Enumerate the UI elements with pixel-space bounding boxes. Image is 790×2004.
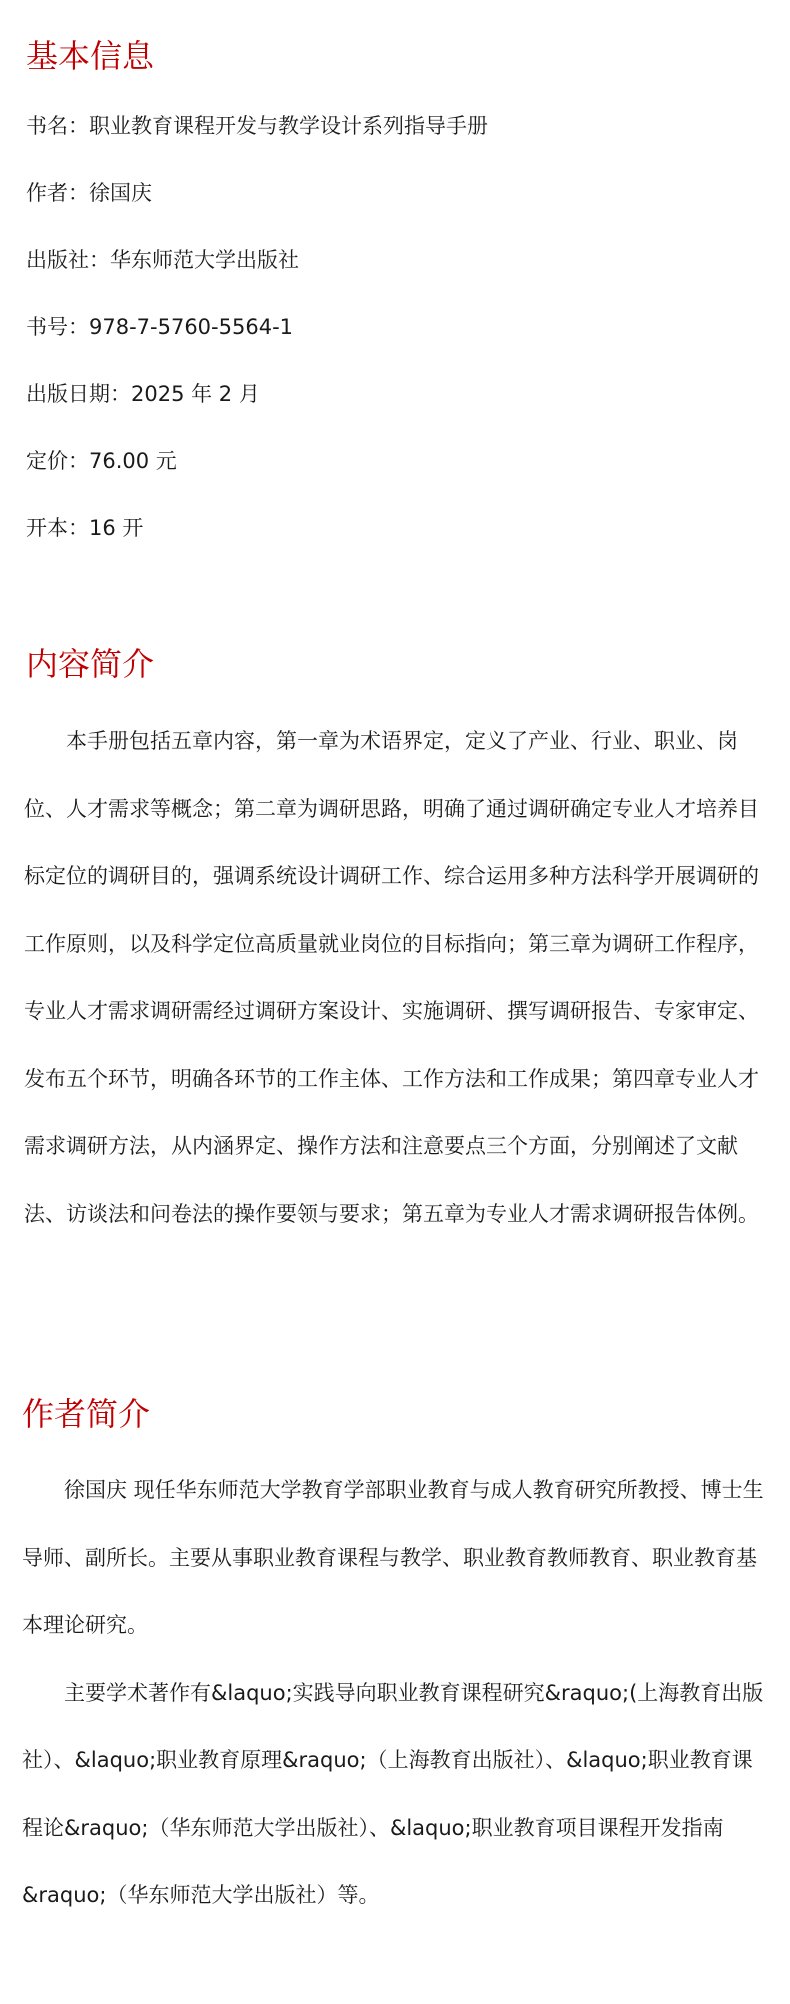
info-author: 作者：徐国庆 — [26, 181, 152, 205]
author-intro-paragraph-1: 徐国庆 现任华东师范大学教育学部职业教育与成人教育研究所教授、博士生导师、副所长。主要从事职业教育课程与教学、职业教育教师教育、职业教育基本理论研究。 — [22, 1478, 764, 1637]
content-summary-paragraph: 本手册包括五章内容，第一章为术语界定，定义了产业、行业、职业、岗位、人才需求等概念；第二章为调研思路，明确了通过调研确定专业人才培养目标定位的调研目的，强调系统设计调研工作、综合运用多种方法科学开展调研的工作原则，以及科学定位高质量就业岗位的目标指向；第三章为调研工作程序，专业人才需求调研需经过调研方案设计、实施调研、撰写调研报告、专家审定、发布五个环节，明确各环节的工作主体、工作方法和工作成果；第四章专业人才需求调研方法，从内涵界定、操作方法和注意要点三个方面，分别阐述了文献法、访谈法和问卷法的操作要领与要求；第五章为专业人才需求调研报告体例。 — [24, 729, 759, 1226]
basic-info-heading: 基本信息 — [26, 37, 155, 75]
info-title: 书名：职业教育课程开发与教学设计系列指导手册 — [26, 114, 488, 138]
author-intro-body — [22, 1457, 764, 1930]
content-summary-body — [24, 708, 766, 1248]
author-intro-paragraph-2: 主要学术著作有&laquo;实践导向职业教育课程研究&raquo;(上海教育出版社）、&laquo;职业教育原理&raquo;（上海教育出版社）、&laquo;职业教育课程论&raquo;（华东师范大学出版社）、&laquo;职业教育项目课程开发指南&raquo;（华东师范大学出版社）等。 — [22, 1680, 764, 1907]
content-summary-heading: 内容简介 — [26, 645, 155, 683]
info-publish-date: 出版日期：2025 年 2 月 — [26, 382, 260, 406]
info-isbn: 书号：978-7-5760-5564-1 — [26, 315, 294, 339]
info-publisher: 出版社：华东师范大学出版社 — [26, 248, 299, 272]
author-intro-heading: 作者简介 — [22, 1395, 151, 1433]
info-price: 定价：76.00 元 — [26, 449, 177, 473]
info-format: 开本：16 开 — [26, 516, 144, 540]
